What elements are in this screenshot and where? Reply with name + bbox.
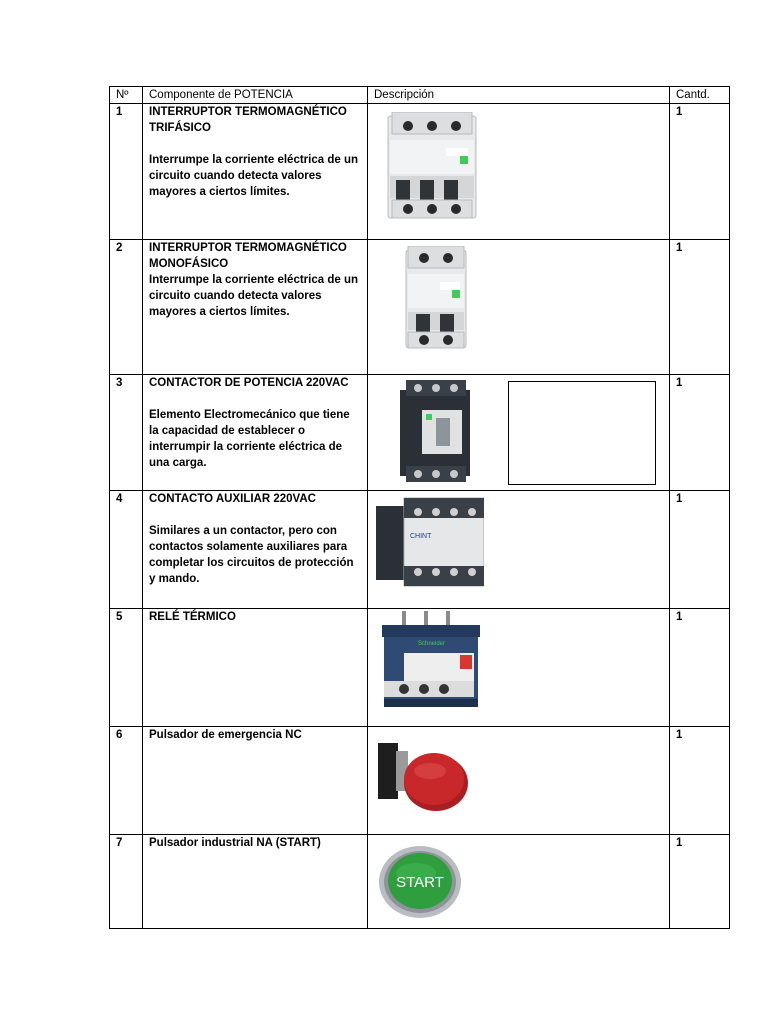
row-num: 3 — [110, 375, 143, 491]
three-pole-breaker-image — [386, 112, 478, 222]
table-header-row — [110, 87, 730, 104]
thermal-relay-image — [378, 611, 482, 711]
row-qty: 1 — [670, 835, 730, 929]
row-num: 7 — [110, 835, 143, 929]
row-component — [143, 104, 368, 240]
chint-brand: CHINT — [410, 533, 432, 540]
start-label: START — [396, 874, 444, 891]
header-qty: Cantd. — [670, 87, 730, 104]
row-num: 2 — [110, 240, 143, 375]
power-contactor-image — [396, 380, 474, 484]
component-name: CONTACTOR DE POTENCIA 220VAC — [149, 377, 349, 389]
row-component — [143, 727, 368, 835]
row-num: 6 — [110, 727, 143, 835]
table-row — [110, 240, 730, 375]
components-table — [109, 86, 730, 929]
component-description: Elemento Electromecánico que tiene la capacidad de establecer o interrumpir la corriente eléctrica de una carga. — [149, 409, 350, 469]
row-component — [143, 240, 368, 375]
component-description: Interrumpe la corriente eléctrica de un circuito cuando detecta valores mayores a ciertos límites. — [149, 274, 358, 318]
row-component — [143, 491, 368, 609]
row-qty: 1 — [670, 240, 730, 375]
table-row — [110, 835, 730, 929]
auxiliary-contact-image — [376, 496, 484, 588]
schneider-brand: Schneider — [418, 641, 446, 647]
component-description: Interrumpe la corriente eléctrica de un circuito cuando detecta valores mayores a ciertos límites. — [149, 154, 358, 198]
row-image-cell — [368, 727, 670, 835]
row-num: 5 — [110, 609, 143, 727]
start-button-image — [378, 845, 462, 919]
table-row — [110, 375, 730, 491]
emergency-button-image — [378, 737, 470, 817]
row-qty: 1 — [670, 491, 730, 609]
row-qty: 1 — [670, 104, 730, 240]
row-image-cell — [368, 609, 670, 727]
row-image-cell — [368, 240, 670, 375]
row-qty: 1 — [670, 609, 730, 727]
empty-box — [508, 381, 656, 485]
component-name: Pulsador industrial NA (START) — [149, 837, 321, 849]
two-pole-breaker-image — [404, 246, 468, 352]
table-row — [110, 104, 730, 240]
component-name: INTERRUPTOR TERMOMAGNÉTICO TRIFÁSICO — [149, 106, 347, 134]
table-row — [110, 491, 730, 609]
row-image-cell — [368, 491, 670, 609]
header-description: Descripción — [368, 87, 670, 104]
component-name: CONTACTO AUXILIAR 220VAC — [149, 493, 316, 505]
header-component: Componente de POTENCIA — [143, 87, 368, 104]
header-num: Nº — [110, 87, 143, 104]
row-image-cell — [368, 375, 670, 491]
row-image-cell — [368, 835, 670, 929]
component-description: Similares a un contactor, pero con contactos solamente auxiliares para completar los circuitos de protección y mando. — [149, 525, 354, 585]
component-name: INTERRUPTOR TERMOMAGNÉTICO MONOFÁSICO — [149, 242, 347, 270]
row-num: 1 — [110, 104, 143, 240]
component-name: RELÉ TÉRMICO — [149, 611, 236, 623]
row-image-cell — [368, 104, 670, 240]
row-component — [143, 375, 368, 491]
row-component — [143, 835, 368, 929]
table-row — [110, 609, 730, 727]
table-row — [110, 727, 730, 835]
row-qty: 1 — [670, 375, 730, 491]
row-component — [143, 609, 368, 727]
row-num: 4 — [110, 491, 143, 609]
row-qty: 1 — [670, 727, 730, 835]
component-name: Pulsador de emergencia NC — [149, 729, 302, 741]
